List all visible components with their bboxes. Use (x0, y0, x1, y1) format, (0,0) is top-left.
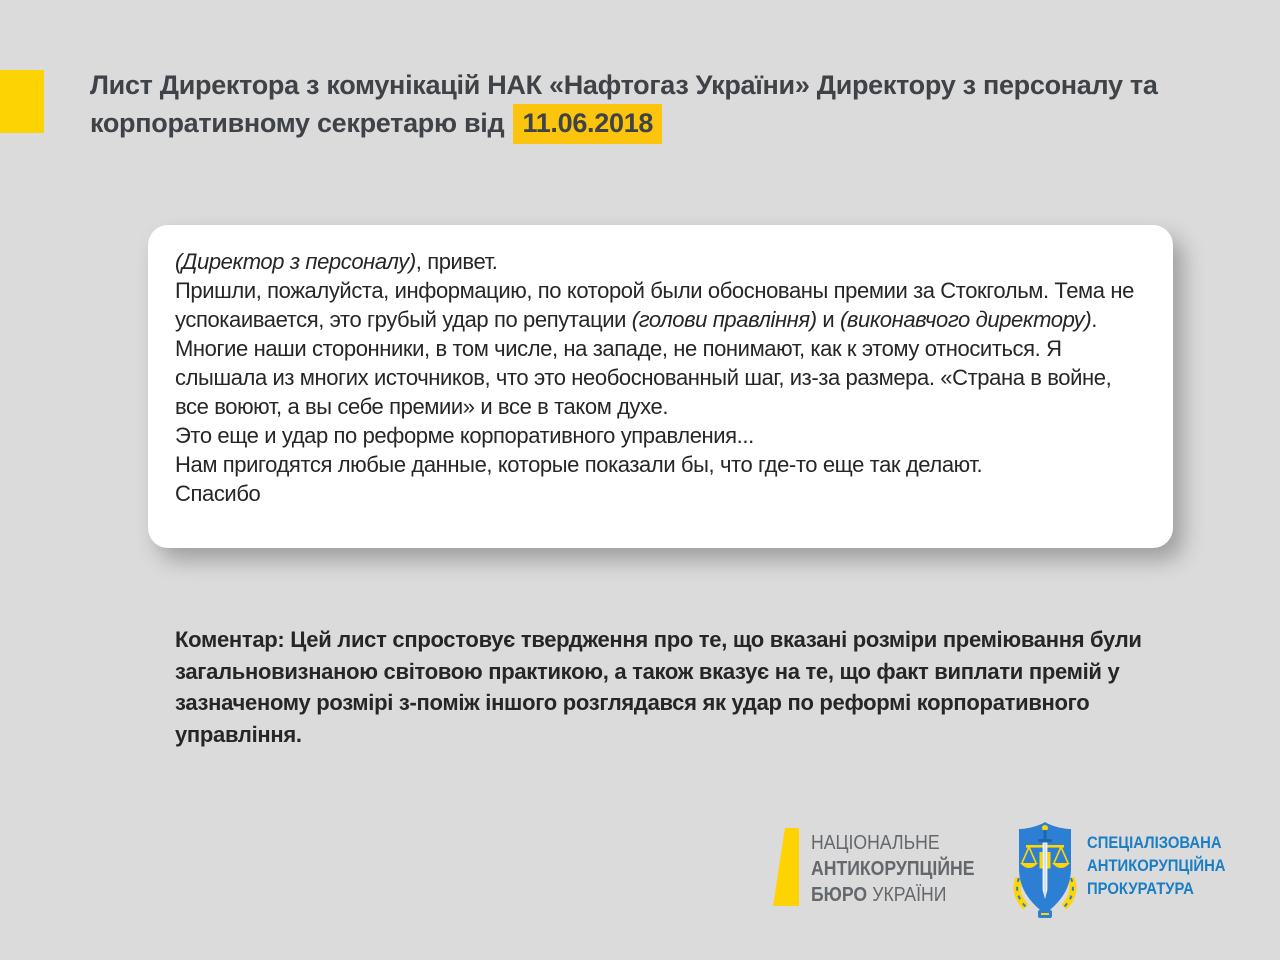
letter-text: . (1091, 307, 1097, 332)
sap-logo-text (1087, 820, 1226, 901)
sap-emblem-icon (1013, 820, 1077, 920)
sap-line3: ПРОКУРАТУРА (1087, 880, 1194, 898)
page-title (90, 66, 1200, 144)
redacted-role-board-head: (голови правління) (631, 307, 817, 332)
letter-text: и (816, 307, 840, 332)
sap-logo (1013, 820, 1241, 920)
comment-block (175, 624, 1180, 750)
letter-text: Пришли, пожалуйста, информацию, по которой были обоснованы премии за Стокгольм. Тема не успокаивается, это грубый удар по репутации (175, 278, 1134, 332)
page-title-text: Лист Директора з комунікацій НАК «Нафтогаз України» Директору з персоналу та корпоративному секретарю від (90, 70, 1158, 138)
letter-paragraph-concerns: Многие наши сторонники, в том числе, на западе, не понимают, как к этому относиться. Я слышала из многих источников, что это необоснованный шаг, из-за размера. «Страна в войне, все воюют, а вы себе премии» и все в таком духе. (175, 336, 1112, 419)
decorative-yellow-square (0, 70, 44, 133)
letter-paragraph-request (175, 276, 1146, 334)
nabu-logo-mark-icon (773, 828, 799, 906)
nabu-logo (773, 828, 1001, 908)
nabu-line3 (811, 882, 974, 908)
redacted-role-executive-director: (виконавчого директору) (839, 307, 1092, 332)
nabu-line2: АНТИКОРУПЦІЙНЕ (811, 857, 975, 880)
nabu-line1: НАЦІОНАЛЬНЕ (811, 831, 940, 854)
letter-card (148, 225, 1173, 548)
nabu-line3-bold: БЮРО (811, 883, 868, 906)
sap-line2: АНТИКОРУПЦІЙНА (1087, 857, 1226, 875)
sap-line1: СПЕЦІАЛІЗОВАНА (1087, 834, 1222, 852)
nabu-line3-light: УКРАЇНИ (872, 883, 947, 906)
letter-paragraph-reform: Это еще и удар по реформе корпоративного управления... (175, 423, 754, 448)
comment-text: Цей лист спростовує твердження про те, що вказані розміри преміювання були загальновизнаною світовою практикою, а також вказує на те, що факт виплати премій у зазначеному розмірі з-поміж іншого розглядався як удар по реформі корпоративного управління. (175, 627, 1142, 747)
letter-paragraph-thanks: Спасибо (175, 481, 261, 506)
greeting-text: , привет. (415, 249, 498, 274)
letter-paragraph-data-request: Нам пригодятся любые данные, которые показали бы, что где-то еще так делают. (175, 452, 983, 477)
comment-label: Коментар: (175, 627, 285, 652)
nabu-logo-text (811, 828, 974, 908)
redacted-role-hr-director: (Директор з персоналу) (175, 249, 416, 274)
date-highlight: 11.06.2018 (513, 104, 662, 144)
letter-paragraph-greeting (175, 247, 1146, 276)
